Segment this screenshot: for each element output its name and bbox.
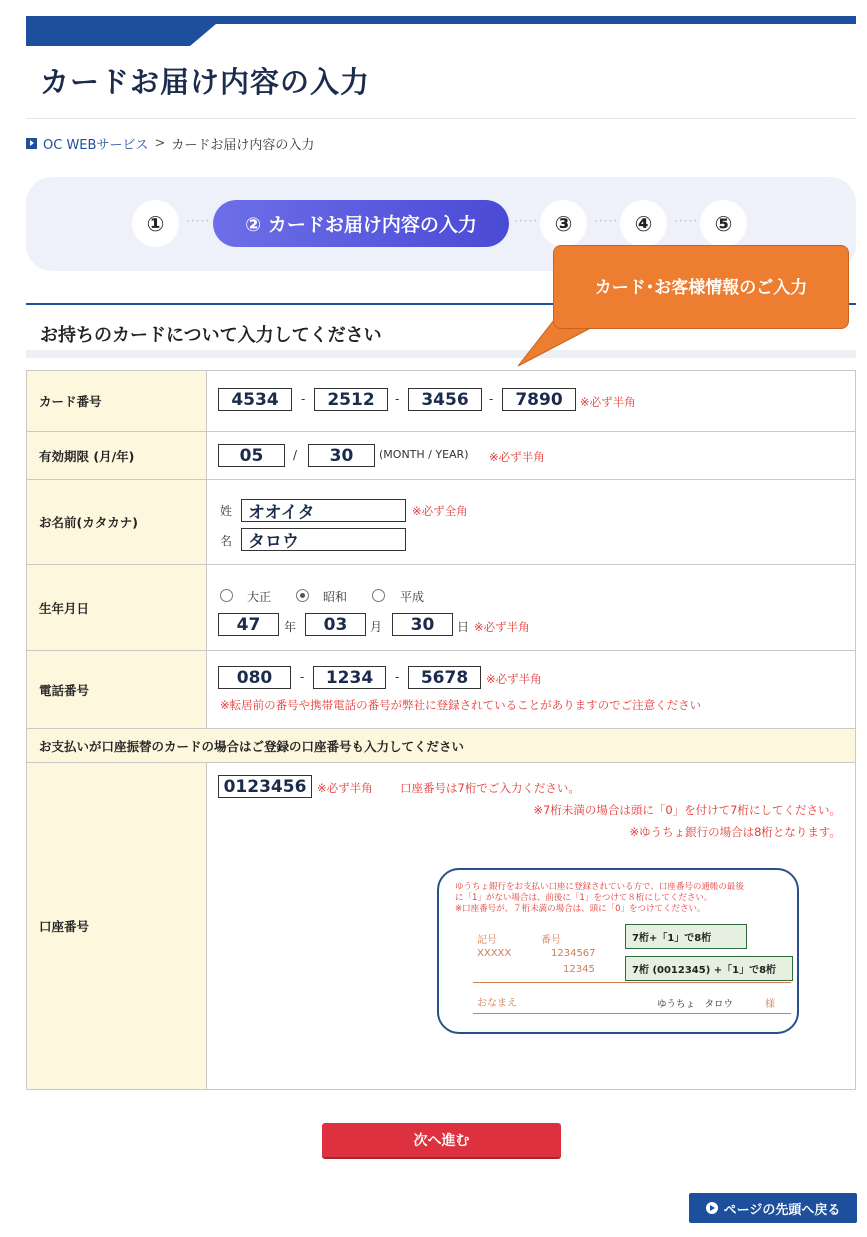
- breadcrumb-arrow-icon: [26, 138, 37, 149]
- breadcrumb-separator: >: [154, 136, 166, 151]
- example-bangou: 番号: [541, 935, 561, 946]
- expiry-label: 有効期限 (月/年): [27, 432, 207, 480]
- phone-note: ※必ず半角: [486, 672, 542, 686]
- birth-year-input[interactable]: 47: [218, 613, 279, 636]
- card-form-table: [26, 370, 856, 1090]
- breadcrumb-current: カードお届け内容の入力: [171, 138, 315, 153]
- name-cell: [207, 480, 856, 565]
- example-sama: 様: [765, 999, 775, 1010]
- account-hint-1: 口座番号は7桁でご入力ください。: [400, 781, 580, 795]
- dash: -: [301, 392, 306, 406]
- example-num-1: 1234567: [551, 948, 596, 959]
- card-number-label: カード番号: [27, 371, 207, 432]
- era-radio-showa[interactable]: [296, 589, 309, 602]
- example-note-box-1: 7桁+「1」で8桁: [625, 924, 747, 949]
- example-xxxxx: XXXXX: [477, 948, 512, 959]
- phone-input-1[interactable]: 080: [218, 666, 291, 689]
- expiry-slash: /: [293, 448, 298, 462]
- account-hint-2: ※7桁未満の場合は頭に「0」を付けて7桁にしてください。: [533, 803, 841, 817]
- phone-input-2[interactable]: 1234: [313, 666, 386, 689]
- card-number-cell: [207, 371, 856, 432]
- birth-day-unit: 日: [457, 620, 470, 634]
- breadcrumb: [26, 134, 314, 153]
- section-underline: [26, 350, 856, 358]
- step-dots: ·····: [186, 214, 211, 228]
- phone-input-3[interactable]: 5678: [408, 666, 481, 689]
- step-dots: ·····: [594, 214, 619, 228]
- era-label-taisho: 大正: [247, 590, 272, 604]
- example-text-1: ゆうちょ銀行をお支払い口座に登録されている方で、口座番号の通帳の最後: [455, 882, 744, 892]
- account-note: ※必ず半角: [317, 781, 373, 795]
- section-title: お持ちのカードについて入力してください: [40, 325, 382, 346]
- expiry-cell: [207, 432, 856, 480]
- next-button[interactable]: 次へ進む: [322, 1123, 561, 1159]
- era-radio-taisho[interactable]: [220, 589, 233, 602]
- dash: -: [395, 392, 400, 406]
- birthdate-label: 生年月日: [27, 565, 207, 651]
- expiry-hint: (MONTH / YEAR): [379, 448, 469, 461]
- first-name-label: 名: [220, 534, 233, 548]
- example-note-box-2: 7桁 (0012345) +「1」で8桁: [625, 956, 793, 981]
- name-label: お名前(カタカナ): [27, 480, 207, 565]
- dash: -: [489, 392, 494, 406]
- example-onamae: おなまえ: [477, 998, 517, 1009]
- title-divider: [26, 118, 856, 119]
- birthdate-note: ※必ず半角: [474, 620, 530, 634]
- era-radio-heisei[interactable]: [372, 589, 385, 602]
- birth-day-input[interactable]: 30: [392, 613, 453, 636]
- card-number-input-3[interactable]: 3456: [408, 388, 482, 411]
- step-4: ④: [620, 200, 667, 247]
- step-3: ③: [540, 200, 587, 247]
- birth-year-unit: 年: [284, 620, 297, 634]
- bank-account-heading: お支払いが口座振替のカードの場合はご登録の口座番号も入力してください: [27, 729, 856, 763]
- arrow-circle-icon: [706, 1202, 718, 1214]
- era-label-heisei: 平成: [400, 590, 425, 604]
- last-name-input[interactable]: オオイタ: [241, 499, 406, 522]
- birth-month-input[interactable]: 03: [305, 613, 366, 636]
- example-text-2: に「1」がない場合は、前後に「1」をつけて８桁にしてください。: [455, 893, 713, 903]
- example-divider: [473, 1013, 791, 1014]
- expiry-note: ※必ず半角: [489, 450, 545, 464]
- step-dots: ·····: [674, 214, 699, 228]
- dash: -: [395, 670, 400, 684]
- step-1: ①: [132, 200, 179, 247]
- card-number-input-1[interactable]: 4534: [218, 388, 292, 411]
- era-label-showa: 昭和: [323, 590, 348, 604]
- annotation-callout: カード･お客様情報のご入力: [553, 245, 849, 329]
- step-dots: ·····: [514, 214, 539, 228]
- example-divider: [473, 982, 791, 983]
- birthdate-cell: [207, 565, 856, 651]
- example-text-3: ※口座番号が、７桁未満の場合は、頭に「0」をつけてください。: [455, 904, 706, 914]
- expiry-year-input[interactable]: 30: [308, 444, 375, 467]
- phone-cell: [207, 651, 856, 729]
- account-number-input[interactable]: 0123456: [218, 775, 312, 798]
- expiry-month-input[interactable]: 05: [218, 444, 285, 467]
- phone-label: 電話番号: [27, 651, 207, 729]
- account-number-cell: [207, 763, 856, 1090]
- account-hint-3: ※ゆうちょ銀行の場合は8桁となります。: [629, 825, 841, 839]
- phone-warning: ※転居前の番号や携帯電話の番号が弊社に登録されていることがありますのでご注意ください: [220, 698, 702, 712]
- birth-month-unit: 月: [370, 620, 383, 634]
- last-name-label: 姓: [220, 504, 233, 518]
- step-2-active: ② カードお届け内容の入力: [213, 200, 509, 247]
- card-number-note: ※必ず半角: [580, 395, 636, 409]
- example-kigou: 記号: [477, 935, 497, 946]
- page-top-label: ページの先頭へ戻る: [723, 1202, 841, 1218]
- account-number-label: 口座番号: [27, 763, 207, 1090]
- step-5: ⑤: [700, 200, 747, 247]
- page-title: カードお届け内容の入力: [40, 65, 371, 99]
- example-num-2: 12345: [563, 964, 595, 975]
- header-bar: [26, 16, 856, 46]
- passbook-example-image: [437, 868, 799, 1034]
- example-holder: ゆうちょ タロウ: [657, 999, 734, 1010]
- card-number-input-2[interactable]: 2512: [314, 388, 388, 411]
- dash: -: [300, 670, 305, 684]
- card-number-input-4[interactable]: 7890: [502, 388, 576, 411]
- breadcrumb-link-oc-web[interactable]: OC WEBサービス: [43, 138, 149, 153]
- name-note: ※必ず全角: [412, 504, 468, 518]
- page-top-button[interactable]: [689, 1193, 857, 1223]
- first-name-input[interactable]: タロウ: [241, 528, 406, 551]
